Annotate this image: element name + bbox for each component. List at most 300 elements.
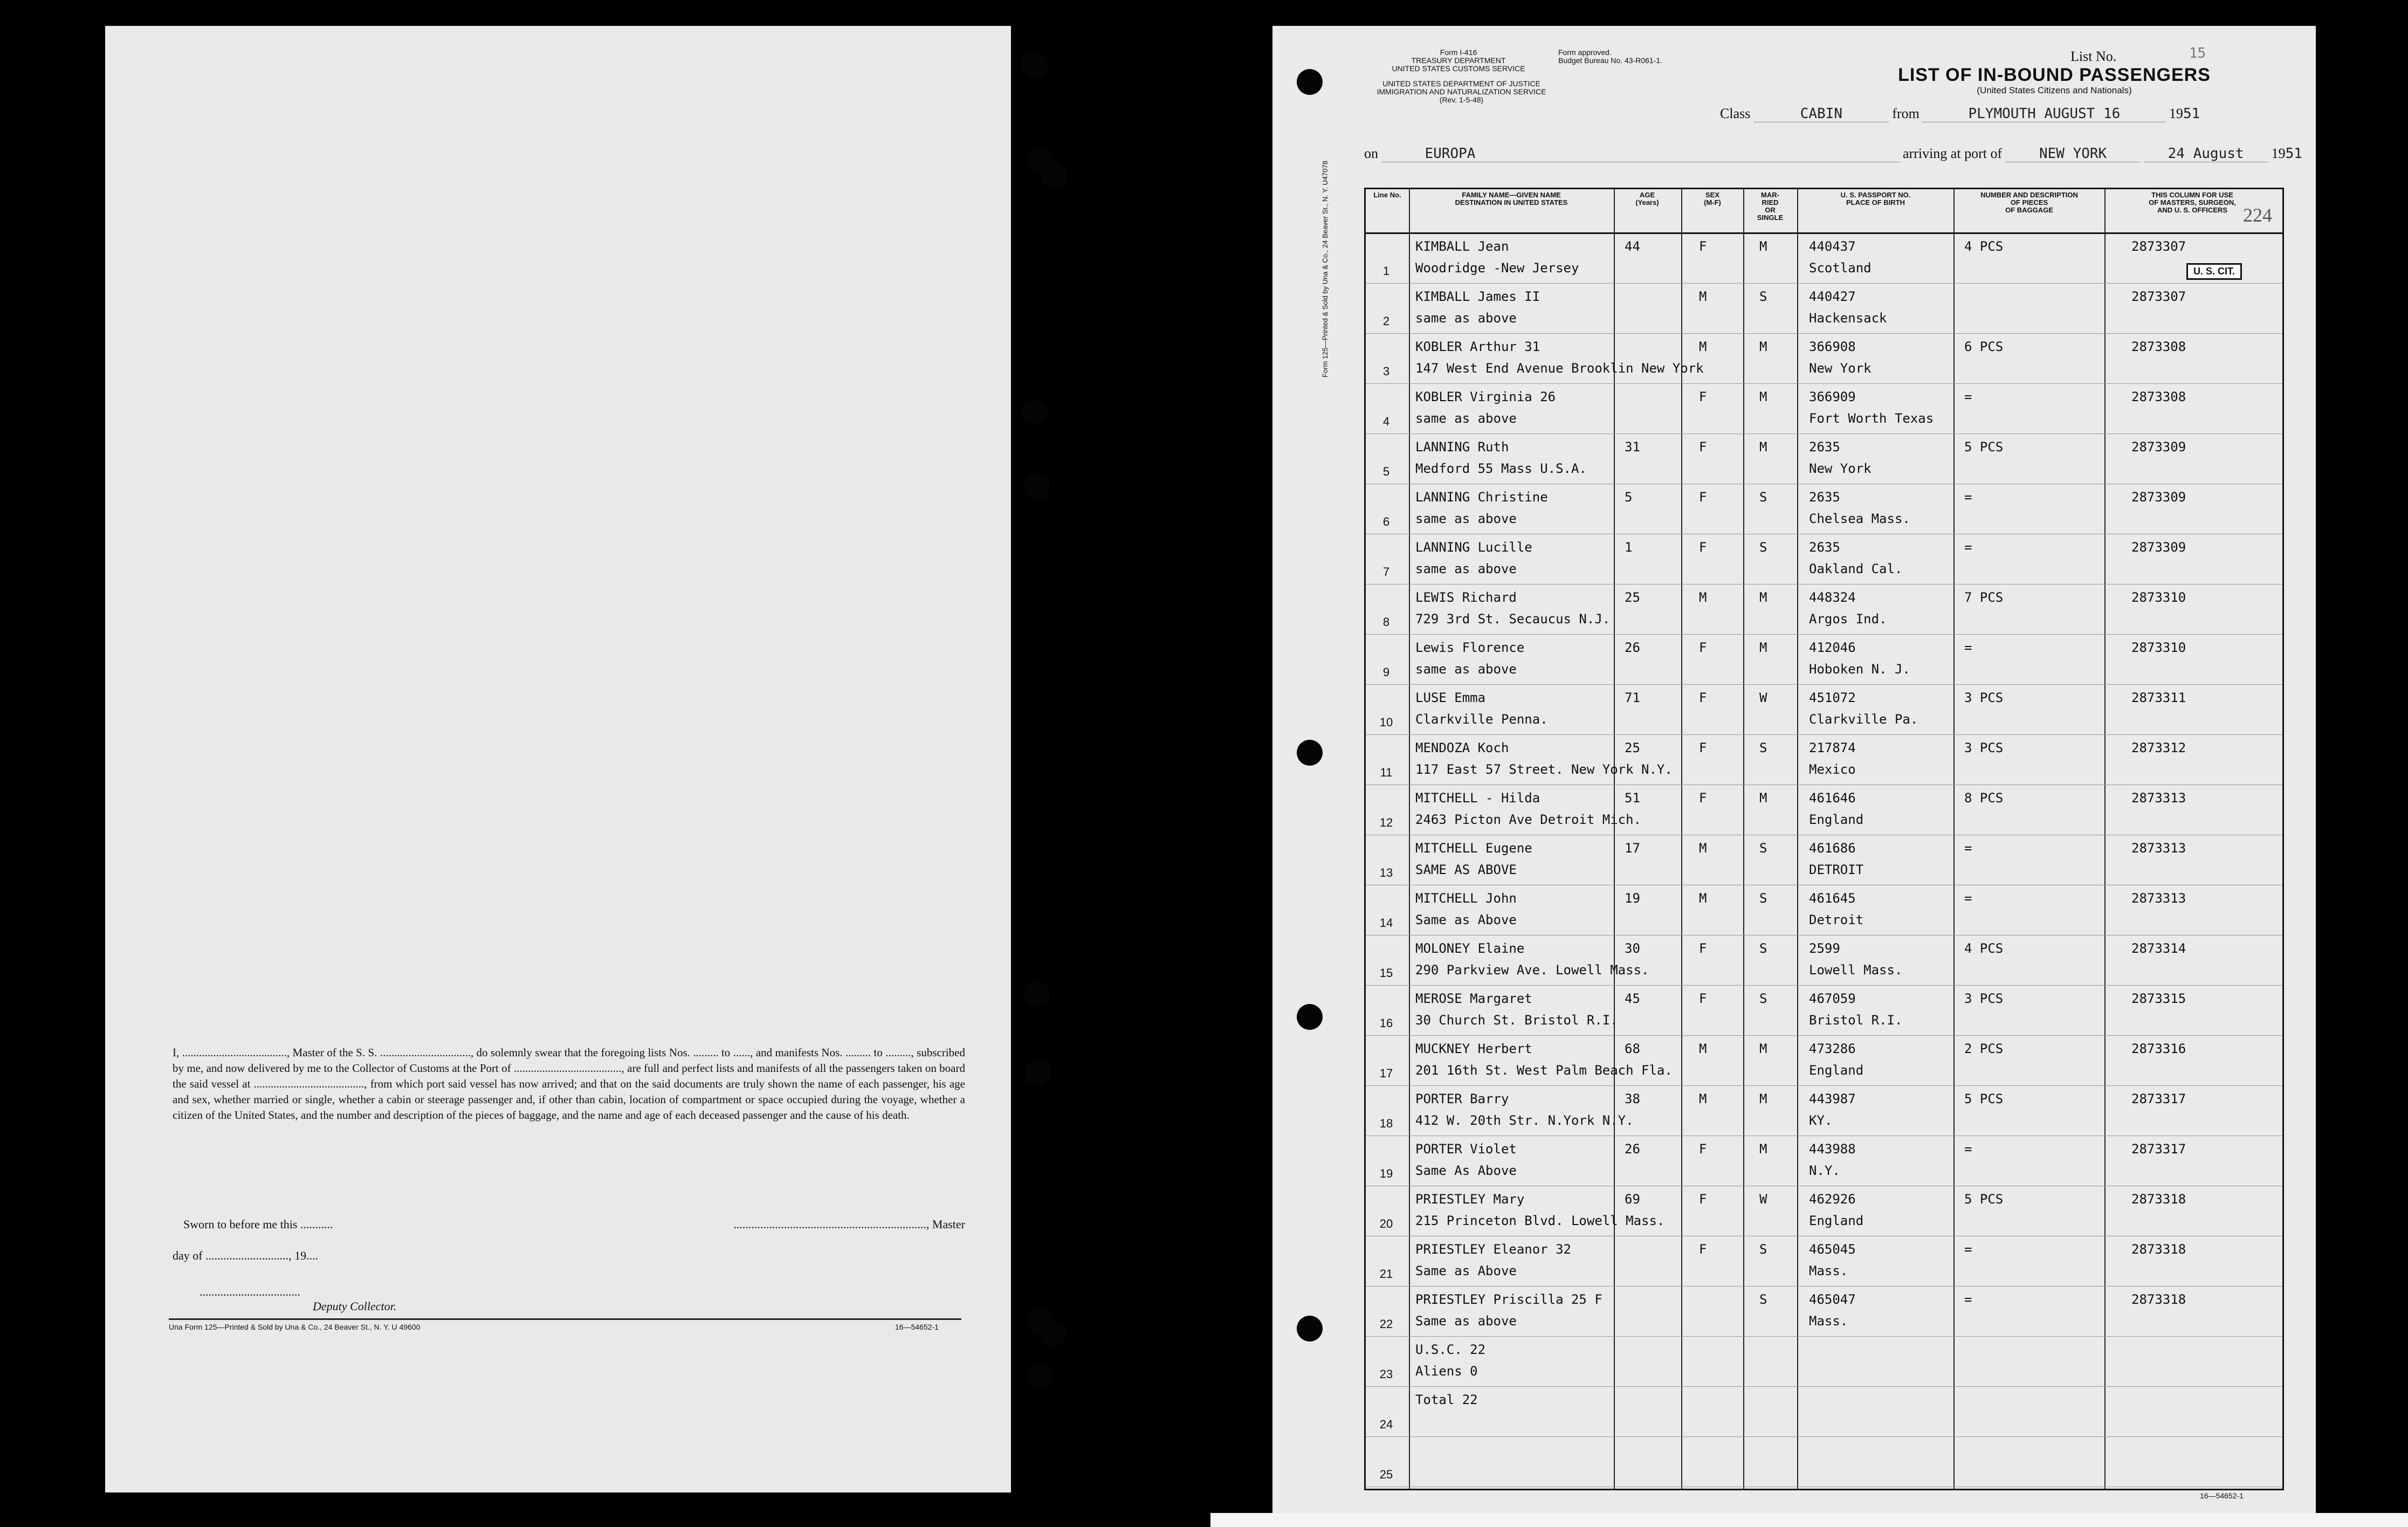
cell-address: Woodridge -New Jersey	[1415, 260, 1579, 276]
cell-sex: M	[1699, 841, 1707, 856]
cell-age: 71	[1625, 690, 1640, 705]
cell-birthplace: DETROIT	[1809, 862, 1864, 877]
col-married: MAR- RIED OR SINGLE	[1757, 191, 1784, 222]
table-row	[1366, 1288, 2282, 1337]
cell-name: MITCHELL - Hilda	[1415, 790, 1540, 806]
col-sex: SEX (M-F)	[1704, 191, 1721, 207]
cell-off: 2873309	[2131, 490, 2186, 505]
cell-age: 69	[1625, 1192, 1640, 1207]
table-row	[1366, 1388, 2282, 1437]
cell-name: U.S.C. 22	[1415, 1342, 1486, 1357]
cell-off: 2873317	[2131, 1091, 2186, 1106]
cell-sex: F	[1699, 389, 1707, 404]
cell-off: 2873314	[2131, 941, 2186, 956]
table-row	[1366, 535, 2282, 584]
cell-birthplace: KY.	[1809, 1113, 1833, 1128]
cell-age: 51	[1625, 790, 1640, 806]
footer-rule	[169, 1318, 961, 1320]
table-row	[1366, 1187, 2282, 1236]
cell-sex: F	[1699, 790, 1707, 806]
cell-pp: 461645	[1809, 891, 1856, 906]
class-line	[1720, 106, 2200, 122]
binder-hole	[1022, 52, 1048, 78]
binder-hole	[1027, 1364, 1053, 1390]
cell-no: 2	[1382, 314, 1390, 328]
cell-sex: F	[1699, 239, 1707, 254]
left-page	[105, 26, 1011, 1492]
cell-name: KOBLER Virginia 26	[1415, 389, 1556, 404]
cell-off: 2873309	[2131, 439, 2186, 455]
table-row	[1366, 886, 2282, 936]
cell-bag: =	[1964, 389, 1972, 404]
cell-sex: F	[1699, 540, 1707, 555]
cell-address: 147 West End Avenue Brooklin New York	[1415, 361, 1704, 376]
cell-birthplace: Mexico	[1809, 762, 1856, 777]
cell-pp: 465045	[1809, 1242, 1856, 1257]
cell-name: MITCHELL John	[1415, 891, 1517, 906]
cell-address: Aliens 0	[1415, 1364, 1478, 1379]
cell-no: 15	[1379, 966, 1393, 980]
cell-birthplace: Mass.	[1809, 1313, 1848, 1329]
col-line-no: Line No.	[1373, 191, 1401, 199]
cell-pp: 366909	[1809, 389, 1856, 404]
table-row	[1366, 335, 2282, 384]
cell-no: 4	[1382, 415, 1390, 428]
cell-name: LANNING Lucille	[1415, 540, 1532, 555]
cell-mar: M	[1759, 640, 1767, 655]
cell-name: PRIESTLEY Priscilla 25 F	[1415, 1292, 1602, 1307]
cell-name: LANNING Ruth	[1415, 439, 1509, 455]
vessel-name: EUROPA	[1382, 146, 1900, 162]
cell-name: MUCKNEY Herbert	[1415, 1041, 1532, 1056]
cell-pp: 440427	[1809, 289, 1856, 304]
table-row	[1366, 1438, 2282, 1487]
cell-bag: =	[1964, 640, 1972, 655]
cell-address: 201 16th St. West Palm Beach Fla.	[1415, 1063, 1673, 1078]
table-row	[1366, 836, 2282, 885]
cell-birthplace: New York	[1809, 461, 1872, 476]
form-number: 16—54652-1	[2200, 1491, 2244, 1500]
cell-sex: M	[1699, 289, 1707, 304]
binder-hole	[1024, 981, 1050, 1007]
cell-sex: F	[1699, 991, 1707, 1006]
cell-age: 44	[1625, 239, 1640, 254]
cell-off: 2873308	[2131, 389, 2186, 404]
cell-mar: M	[1759, 389, 1767, 404]
table-row	[1366, 786, 2282, 835]
cell-birthplace: Clarkville Pa.	[1809, 712, 1918, 727]
cell-birthplace: England	[1809, 812, 1864, 827]
col-age: AGE (Years)	[1635, 191, 1659, 207]
year-value: 51	[2285, 146, 2302, 162]
cell-off: 2873313	[2131, 841, 2186, 856]
cell-mar: M	[1759, 439, 1767, 455]
col-name: FAMILY NAME—GIVEN NAME DESTINATION IN UNITED STATES	[1455, 191, 1568, 207]
cell-sex: M	[1699, 590, 1707, 605]
cell-pp: 2635	[1809, 540, 1840, 555]
list-no-value: 15	[2189, 45, 2206, 61]
cell-mar: S	[1759, 991, 1767, 1006]
cell-pp: 440437	[1809, 239, 1856, 254]
binder-hole	[1297, 1316, 1323, 1342]
cell-off: 2873318	[2131, 1242, 2186, 1257]
cell-address: 412 W. 20th Str. N.York N.Y.	[1415, 1113, 1634, 1128]
cell-pp: 443988	[1809, 1141, 1856, 1157]
table-row	[1366, 235, 2282, 284]
cell-off: 2873318	[2131, 1192, 2186, 1207]
cell-off: 2873307	[2131, 289, 2186, 304]
cell-bag: 4 PCS	[1964, 239, 2004, 254]
cell-no: 12	[1379, 816, 1393, 829]
on-label: on	[1364, 146, 1378, 161]
cell-address: Clarkville Penna.	[1415, 712, 1548, 727]
cell-pp: 217874	[1809, 740, 1856, 755]
binder-hole	[1041, 163, 1067, 189]
cell-off: 2873311	[2131, 690, 2186, 705]
cell-sex: M	[1699, 1091, 1707, 1106]
cell-no: 17	[1379, 1067, 1393, 1080]
cell-bag: 7 PCS	[1964, 590, 2004, 605]
vessel-line	[1364, 146, 2302, 162]
col-officers: THIS COLUMN FOR USE OF MASTERS, SURGEON, AND U. S. OFFICERS	[2149, 191, 2236, 214]
cell-no: 10	[1379, 716, 1393, 729]
cell-address: 30 Church St. Bristol R.I.	[1415, 1013, 1618, 1028]
cell-off: 2873310	[2131, 640, 2186, 655]
cell-no: 25	[1379, 1468, 1393, 1481]
cell-no: 24	[1379, 1418, 1393, 1431]
cell-pp: 473286	[1809, 1041, 1856, 1056]
table-row	[1366, 736, 2282, 785]
cell-address: 290 Parkview Ave. Lowell Mass.	[1415, 962, 1649, 978]
table-row	[1366, 1237, 2282, 1287]
cell-birthplace: Detroit	[1809, 912, 1864, 927]
cell-pp: 465047	[1809, 1292, 1856, 1307]
cell-no: 6	[1382, 515, 1390, 528]
cell-address: Same as Above	[1415, 1263, 1517, 1278]
cell-address: SAME AS ABOVE	[1415, 862, 1517, 877]
master-oath: I, ....................................., Master of the S. S. ................................, do solemnly swear that the foregoing lists Nos. ......... to ......, and manifests Nos. ......... to ........., subscribed by me, and now delivered by me to the Collector of Customs at the Port of ......................................, are full and perfect lists and manifests of all the passengers taken on board the said vessel at ......................................., from which port said vessel has now arrived; and that on the said documents are truly shown the name of each passenger, his age and sex, whether married or single, whether a cabin or steerage passenger and, if other than cabin, location of compartment or space occupied during the voyage, whether a citizen of the United States, and the number and description of the pieces of baggage, and the name and age of each deceased passenger and the cause of his death.	[173, 1046, 965, 1122]
cell-bag: 5 PCS	[1964, 1091, 2004, 1106]
cell-birthplace: N.Y.	[1809, 1163, 1840, 1178]
master-signature-line: ................................................................., Master	[733, 1218, 965, 1231]
cell-no: 9	[1382, 665, 1390, 679]
cell-sex: M	[1699, 1041, 1707, 1056]
cell-no: 8	[1382, 615, 1390, 629]
cell-name: LEWIS Richard	[1415, 590, 1517, 605]
cell-mar: M	[1759, 590, 1767, 605]
cell-off: 2873315	[2131, 991, 2186, 1006]
cell-name: MENDOZA Koch	[1415, 740, 1509, 755]
cell-off: 2873309	[2131, 540, 2186, 555]
cell-bag: 3 PCS	[1964, 690, 2004, 705]
table-row	[1366, 1137, 2282, 1186]
cell-bag: 3 PCS	[1964, 740, 2004, 755]
cell-sex: F	[1699, 640, 1707, 655]
cell-bag: 6 PCS	[1964, 339, 2004, 354]
side-imprint: Form 125—Printed & Sold by Una & Co., 24 Beaver St., N. Y. U47078	[1321, 160, 1329, 377]
cell-sex: F	[1699, 1141, 1707, 1157]
cell-name: Lewis Florence	[1415, 640, 1525, 655]
page-title: LIST OF IN-BOUND PASSENGERS	[1898, 65, 2211, 85]
right-page	[1272, 26, 2316, 1514]
sworn-text: Sworn to before me this ...........	[183, 1218, 333, 1231]
page-subtitle: (United States Citizens and Nationals)	[1977, 85, 2132, 95]
col-passport: U. S. PASSPORT NO. PLACE OF BIRTH	[1840, 191, 1911, 207]
cell-bag: =	[1964, 490, 1972, 505]
table-row	[1366, 1037, 2282, 1086]
cell-pp: 451072	[1809, 690, 1856, 705]
cell-mar: M	[1759, 339, 1767, 354]
cell-age: 25	[1625, 740, 1640, 755]
from-label: from	[1892, 106, 1919, 121]
table-row	[1366, 385, 2282, 434]
cell-age: 26	[1625, 1141, 1640, 1157]
cell-age: 5	[1625, 490, 1633, 505]
table-row	[1366, 636, 2282, 685]
binder-hole	[1297, 1004, 1323, 1030]
cell-no: 19	[1379, 1167, 1393, 1180]
cell-address: same as above	[1415, 662, 1517, 677]
cell-no: 16	[1379, 1016, 1393, 1030]
binder-hole	[1297, 69, 1323, 95]
cell-pp: 462926	[1809, 1192, 1856, 1207]
department-block: UNITED STATES DEPARTMENT OF JUSTICE IMMIGRATION AND NATURALIZATION SERVICE (Rev. 1-5-48)	[1377, 79, 1546, 104]
cell-pp: 366908	[1809, 339, 1856, 354]
cell-sex: F	[1699, 1242, 1707, 1257]
cell-age: 19	[1625, 891, 1640, 906]
col-baggage: NUMBER AND DESCRIPTION OF PIECES OF BAGGAGE	[1980, 191, 2078, 214]
cell-birthplace: England	[1809, 1213, 1864, 1228]
table-row	[1366, 1087, 2282, 1136]
cell-off: 2873316	[2131, 1041, 2186, 1056]
cell-bag: =	[1964, 1242, 1972, 1257]
cell-age: 45	[1625, 991, 1640, 1006]
cell-mar: S	[1759, 941, 1767, 956]
cell-address: Medford 55 Mass U.S.A.	[1415, 461, 1587, 476]
table-row	[1366, 686, 2282, 735]
cell-birthplace: Fort Worth Texas	[1809, 411, 1934, 426]
cell-no: 22	[1379, 1317, 1393, 1331]
cell-sex: F	[1699, 941, 1707, 956]
cell-mar: W	[1759, 690, 1767, 705]
cell-bag: =	[1964, 540, 1972, 555]
cell-no: 23	[1379, 1367, 1393, 1381]
cell-off: 2873317	[2131, 1141, 2186, 1157]
cell-bag: 4 PCS	[1964, 941, 2004, 956]
cell-name: Total 22	[1415, 1392, 1478, 1407]
cell-birthplace: Hoboken N. J.	[1809, 662, 1910, 677]
cell-name: KIMBALL James II	[1415, 289, 1540, 304]
binder-hole	[1024, 473, 1050, 499]
table-row	[1366, 435, 2282, 484]
cell-age: 25	[1625, 590, 1640, 605]
table-row	[1366, 485, 2282, 534]
cell-off: 2873308	[2131, 339, 2186, 354]
cell-address: same as above	[1415, 411, 1517, 426]
binder-hole	[1024, 1060, 1050, 1085]
cell-mar: M	[1759, 790, 1767, 806]
cell-name: KIMBALL Jean	[1415, 239, 1509, 254]
cell-mar: S	[1759, 891, 1767, 906]
cell-address: 215 Princeton Blvd. Lowell Mass.	[1415, 1213, 1665, 1228]
cell-mar: W	[1759, 1192, 1767, 1207]
cell-age: 68	[1625, 1041, 1640, 1056]
cell-bag: =	[1964, 1141, 1972, 1157]
binder-hole	[1022, 399, 1048, 425]
cell-pp: 443987	[1809, 1091, 1856, 1106]
year-value: 51	[2183, 106, 2200, 122]
cell-no: 13	[1379, 866, 1393, 879]
cell-off: 2873313	[2131, 891, 2186, 906]
form-number: 16—54652-1	[895, 1323, 939, 1331]
deputy-signature-line: ..................................	[199, 1285, 300, 1298]
cell-birthplace: Scotland	[1809, 260, 1872, 276]
cell-birthplace: Argos Ind.	[1809, 611, 1887, 627]
cell-pp: 461686	[1809, 841, 1856, 856]
cell-bag: 8 PCS	[1964, 790, 2004, 806]
bottom-strip	[1210, 1513, 2408, 1527]
cell-birthplace: Mass.	[1809, 1263, 1848, 1278]
cell-no: 14	[1379, 916, 1393, 930]
cell-sex: F	[1699, 439, 1707, 455]
cell-age: 26	[1625, 640, 1640, 655]
cell-no: 11	[1380, 766, 1393, 779]
cell-birthplace: Oakland Cal.	[1809, 561, 1903, 576]
cell-birthplace: England	[1809, 1063, 1864, 1078]
cell-mar: M	[1759, 1091, 1767, 1106]
cell-birthplace: Lowell Mass.	[1809, 962, 1903, 978]
cell-age: 30	[1625, 941, 1640, 956]
cell-mar: S	[1759, 1292, 1767, 1307]
cell-address: 729 3rd St. Secaucus N.J.	[1415, 611, 1611, 627]
cell-pp: 2635	[1809, 439, 1840, 455]
cell-pp: 2635	[1809, 490, 1840, 505]
cell-name: LANNING Christine	[1415, 490, 1548, 505]
cell-mar: S	[1759, 289, 1767, 304]
table-row	[1366, 987, 2282, 1036]
cell-mar: S	[1759, 841, 1767, 856]
cell-no: 7	[1382, 565, 1390, 579]
cell-off: 2873318	[2131, 1292, 2186, 1307]
cell-address: same as above	[1415, 561, 1517, 576]
cell-off: 2873310	[2131, 590, 2186, 605]
cell-pp: 448324	[1809, 590, 1856, 605]
cell-address: 2463 Picton Ave Detroit Mich.	[1415, 812, 1642, 827]
cell-address: Same As Above	[1415, 1163, 1517, 1178]
year-label: 19	[2169, 106, 2183, 121]
cell-sex: F	[1699, 490, 1707, 505]
cell-sex: F	[1699, 740, 1707, 755]
cell-mar: S	[1759, 540, 1767, 555]
deputy-collector-label: Deputy Collector.	[313, 1299, 397, 1313]
cell-name: PORTER Barry	[1415, 1091, 1509, 1106]
binder-hole	[1297, 740, 1323, 766]
cell-pp: 2599	[1809, 941, 1840, 956]
printer-imprint: Una Form 125—Printed & Sold by Una & Co., 24 Beaver St., N. Y. U 49600	[169, 1323, 421, 1331]
table-row	[1366, 937, 2282, 986]
cell-sex: M	[1699, 339, 1707, 354]
cell-pp: 467059	[1809, 991, 1856, 1006]
cell-bag: =	[1964, 841, 1972, 856]
cell-birthplace: New York	[1809, 361, 1872, 376]
cell-birthplace: Bristol R.I.	[1809, 1013, 1903, 1028]
cell-address: same as above	[1415, 511, 1517, 526]
cell-sex: F	[1699, 1192, 1707, 1207]
cell-pp: 412046	[1809, 640, 1856, 655]
cell-pp: 461646	[1809, 790, 1856, 806]
cell-sex: M	[1699, 891, 1707, 906]
cell-sex: F	[1699, 690, 1707, 705]
cell-name: LUSE Emma	[1415, 690, 1486, 705]
table-row	[1366, 1338, 2282, 1387]
cell-no: 5	[1382, 465, 1390, 478]
cell-address: same as above	[1415, 311, 1517, 326]
passenger-table	[1364, 188, 2284, 1490]
cell-mar: M	[1759, 239, 1767, 254]
cell-birthplace: Hackensack	[1809, 311, 1887, 326]
cell-address: Same as Above	[1415, 912, 1517, 927]
cell-mar: M	[1759, 1041, 1767, 1056]
class-label: Class	[1720, 106, 1751, 121]
cell-name: PRIESTLEY Mary	[1415, 1192, 1525, 1207]
cell-off: 2873307	[2131, 239, 2186, 254]
stamp-number: 224	[2243, 204, 2272, 226]
cell-off: 2873313	[2131, 790, 2186, 806]
arrival-port: NEW YORK	[2006, 146, 2141, 162]
cell-bag: 2 PCS	[1964, 1041, 2004, 1056]
cell-no: 21	[1379, 1267, 1393, 1281]
cell-age: 38	[1625, 1091, 1640, 1106]
form-number-block: Form I-416 TREASURY DEPARTMENT UNITED STATES CUSTOMS SERVICE	[1392, 48, 1525, 73]
table-row	[1366, 586, 2282, 635]
cell-mar: M	[1759, 1141, 1767, 1157]
table-row	[1366, 285, 2282, 334]
cell-mar: S	[1759, 490, 1767, 505]
cell-no: 20	[1379, 1217, 1393, 1230]
cell-name: PRIESTLEY Eleanor 32	[1415, 1242, 1571, 1257]
cell-name: PORTER Violet	[1415, 1141, 1517, 1157]
list-no-label: List No.	[2070, 49, 2117, 64]
class-value: CABIN	[1754, 106, 1889, 122]
cell-address: Same as above	[1415, 1313, 1517, 1329]
cell-age: 31	[1625, 439, 1640, 455]
cell-bag: 5 PCS	[1964, 439, 2004, 455]
cell-no: 18	[1379, 1117, 1393, 1130]
cell-mar: S	[1759, 1242, 1767, 1257]
cell-bag: =	[1964, 1292, 1972, 1307]
binder-hole	[1041, 1321, 1067, 1347]
cell-age: 17	[1625, 841, 1640, 856]
cell-age: 1	[1625, 540, 1633, 555]
cell-bag: 5 PCS	[1964, 1192, 2004, 1207]
cell-name: MITCHELL Eugene	[1415, 841, 1532, 856]
cell-address: 117 East 57 Street. New York N.Y.	[1415, 762, 1673, 777]
form-approved: Form approved. Budget Bureau No. 43-R061-1.	[1558, 48, 1663, 65]
arriving-label: arriving at port of	[1903, 146, 2003, 161]
cell-birthplace: Chelsea Mass.	[1809, 511, 1910, 526]
us-cit-stamp: U. S. CIT.	[2186, 263, 2242, 280]
cell-bag: 3 PCS	[1964, 991, 2004, 1006]
cell-no: 3	[1382, 364, 1390, 378]
year-label: 19	[2271, 146, 2286, 161]
cell-name: MEROSE Margaret	[1415, 991, 1532, 1006]
embarkation-value: PLYMOUTH AUGUST 16	[1923, 106, 2165, 122]
cell-name: KOBLER Arthur 31	[1415, 339, 1540, 354]
cell-no: 1	[1382, 264, 1390, 278]
arrival-date: 24 August	[2144, 146, 2268, 162]
cell-bag: =	[1964, 891, 1972, 906]
cell-mar: S	[1759, 740, 1767, 755]
